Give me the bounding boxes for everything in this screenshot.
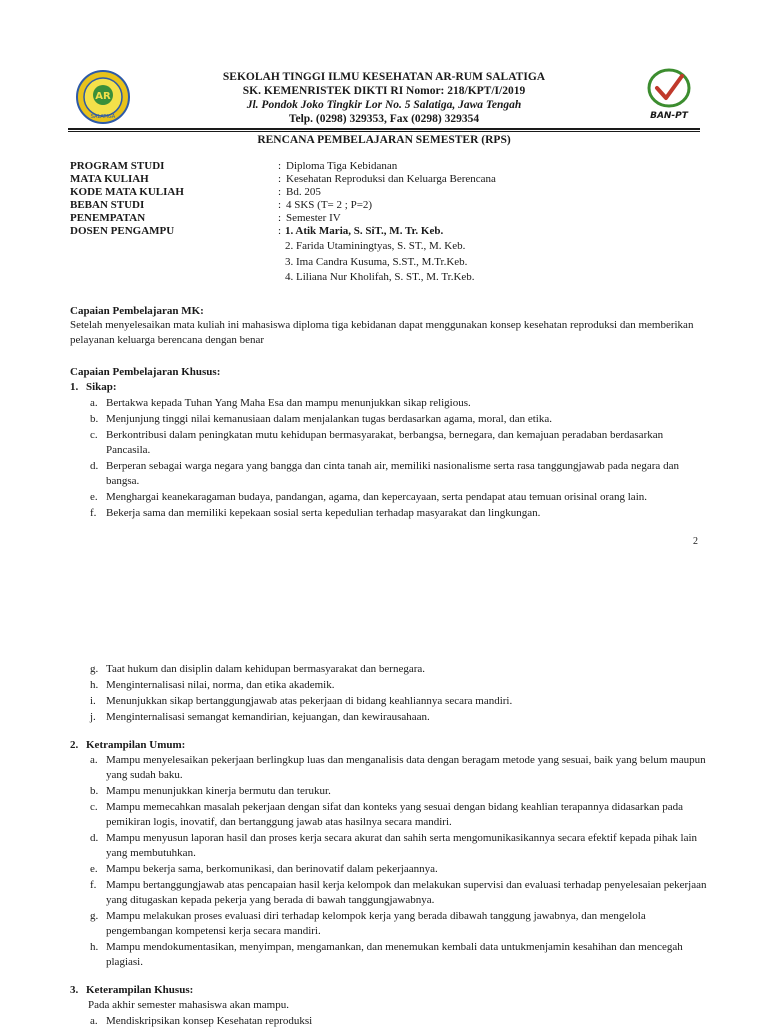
list-item-text: Mampu mendokumentasikan, menyimpan, mengamankan, dan menemukan kembali data untukmenjamin kesahihan dan mencegah plagiasi. (106, 941, 683, 968)
institution-header (0, 70, 768, 126)
sikap-title: Sikap: (86, 381, 117, 393)
page-number: 2 (693, 536, 698, 547)
list-item-text: Taat hukum dan disiplin dalam kehidupan bermasyarakat dan bernegara. (106, 663, 426, 675)
identity-key: PROGRAM STUDI (70, 160, 165, 172)
identity-key: KODE MATA KULIAH (70, 186, 184, 198)
list-item-letter: b. (90, 413, 99, 425)
list-item-letter: a. (90, 397, 98, 409)
list-item (0, 662, 768, 677)
identity-value: Bd. 205 (286, 186, 321, 198)
list-item-text: Mampu menunjukkan kinerja bermutu dan terukur. (106, 785, 331, 797)
identity-colon: : (278, 186, 282, 198)
identity-colon: : (278, 160, 282, 172)
cp-khusus-heading: Capaian Pembelajaran Khusus: (70, 366, 221, 378)
sikap-list-page-2 (0, 662, 768, 726)
list-item (0, 694, 768, 709)
header-line-4: Telp. (0298) 329353, Fax (0298) 329354 (288, 113, 480, 125)
keterampilan-khusus-list (0, 1014, 768, 1030)
ku-number: 2. (70, 739, 79, 751)
list-item-text: Menunjukkan sikap bertanggungjawab atas pekerjaan di bidang keahliannya secara mandiri. (106, 695, 513, 707)
list-item-text: Mampu bekerja sama, berkomunikasi, dan berinovatif dalam pekerjaannya. (106, 863, 438, 875)
document-title: RENCANA PEMBELAJARAN SEMESTER (RPS) (257, 134, 511, 146)
list-item-letter: f. (90, 879, 97, 891)
list-item-letter: j. (90, 711, 96, 723)
list-item (0, 862, 768, 877)
list-item (0, 800, 768, 830)
list-item-text: Mampu menyusun laporan hasil dan proses kerja secara akurat dan sahih serta mengomunikasikannya secara efektif kepada pihak lain yang membutuhkan. (106, 832, 698, 859)
identity-key: DOSEN PENGAMPU (70, 225, 175, 237)
list-item-letter: g. (90, 910, 99, 922)
list-item-letter: c. (90, 801, 98, 813)
list-item-letter: g. (90, 663, 99, 675)
list-item (0, 412, 768, 427)
list-item (0, 784, 768, 799)
list-item (0, 909, 768, 939)
list-item-letter: d. (90, 832, 99, 844)
list-item-text: Mampu melakukan proses evaluasi diri terhadap kelompok kerja yang berada dibawah tanggung jawabnya, dan mengelola pengembangan kompetensi kerja secara mandiri. (106, 910, 646, 937)
list-item (0, 490, 768, 505)
sikap-list-page-1 (0, 396, 768, 522)
list-item (0, 710, 768, 725)
list-item (0, 1014, 768, 1029)
identity-value: 4 SKS (T= 2 ; P=2) (286, 199, 373, 211)
list-item-text: Menghargai keanekaragaman budaya, pandangan, agama, dan kepercayaan, serta pendapat atau temuan orisinal orang lain. (106, 491, 647, 503)
kk-intro: Pada akhir semester mahasiswa akan mampu. (88, 999, 289, 1011)
lecturer-2: 2. Farida Utaminingtyas, S. ST., M. Keb. (285, 240, 466, 252)
lecturer-4: 4. Liliana Nur Kholifah, S. ST., M. Tr.Keb. (285, 271, 475, 283)
lecturer-1: 1. Atik Maria, S. SiT., M. Tr. Keb. (285, 225, 444, 237)
list-item-letter: c. (90, 429, 98, 441)
list-item-letter: d. (90, 460, 99, 472)
identity-value: Semester IV (286, 212, 341, 224)
header-line-1: SEKOLAH TINGGI ILMU KESEHATAN AR-RUM SALATIGA (222, 71, 546, 83)
page-gap (0, 560, 768, 648)
identity-key: BEBAN STUDI (70, 199, 145, 211)
header-rule-thin (68, 131, 700, 132)
header-rule (68, 128, 700, 130)
lecturer-3: 3. Ima Candra Kusuma, S.ST., M.Tr.Keb. (285, 256, 468, 268)
list-item-text: Mampu memecahkan masalah pekerjaan dengan sifat dan konteks yang sesuai dengan bidang keahlian terapannya didasarkan pada pemikiran logis, inovatif, dan bertanggung jawab atas hasilnya secara mandiri. (106, 801, 683, 828)
ketrampilan-umum-list (0, 753, 768, 971)
list-item-letter: i. (90, 695, 96, 707)
list-item-text: Menjunjung tinggi nilai kemanusiaan dalam menjalankan tugas berdasarkan agama, moral, dan etika. (106, 413, 552, 425)
identity-colon: : (278, 225, 282, 237)
identity-colon: : (278, 199, 282, 211)
svg-text:SALATIGA: SALATIGA (90, 114, 116, 120)
svg-text:BAN-PT: BAN-PT (650, 111, 688, 121)
list-item-letter: f. (90, 507, 97, 519)
list-item (0, 396, 768, 411)
sikap-number: 1. (70, 381, 79, 393)
list-item (0, 506, 768, 521)
list-item-text: Bertakwa kepada Tuhan Yang Maha Esa dan mampu menunjukkan sikap religious. (106, 397, 471, 409)
identity-key: PENEMPATAN (70, 212, 146, 224)
cp-mk-text: Setelah menyelesaikan mata kuliah ini mahasiswa diploma tiga kebidanan dapat menggunakan konsep kesehatan reproduksi dan memberikan pelayanan keluarga berencana dengan benar (70, 319, 694, 346)
header-line-2: SK. KEMENRISTEK DIKTI RI Nomor: 218/KPT/I/2019 (242, 85, 526, 97)
identity-colon: : (278, 173, 282, 185)
list-item-letter: a. (90, 754, 98, 766)
list-item-text: Menginternalisasi nilai, norma, dan etika akademik. (106, 679, 335, 691)
list-item (0, 878, 768, 908)
svg-text:AR: AR (95, 91, 111, 102)
list-item-text: Berperan sebagai warga negara yang bangga dan cinta tanah air, memiliki nasionalisme serta rasa tanggungjawab pada negara dan bangsa. (106, 460, 679, 487)
kk-number: 3. (70, 984, 79, 996)
page-2 (0, 648, 768, 1027)
list-item-text: Mampu menyelesaikan pekerjaan berlingkup luas dan menganalisis data dengan beragam metode yang sesuai, baik yang belum maupun yang sudah baku. (106, 754, 706, 781)
list-item-letter: h. (90, 679, 99, 691)
kk-title: Keterampilan Khusus: (86, 984, 194, 996)
list-item-letter: a. (90, 1015, 98, 1027)
list-item-text: Bekerja sama dan memiliki kepekaan sosial serta kepedulian terhadap masyarakat dan lingkungan. (106, 507, 541, 519)
list-item (0, 459, 768, 489)
identity-value: Kesehatan Reproduksi dan Keluarga Berencana (286, 173, 496, 185)
list-item-letter: b. (90, 785, 99, 797)
list-item-text: Mampu bertanggungjawab atas pencapaian hasil kerja kelompok dan melakukan supervisi dan evaluasi terhadap penyelesaian pekerjaan yang ditugaskan kepada pekerja yang berada di bawah tanggungjawabnya. (106, 879, 707, 906)
list-item (0, 678, 768, 693)
list-item (0, 940, 768, 970)
list-item-text: Mendiskripsikan konsep Kesehatan reproduksi (106, 1015, 313, 1027)
list-item-text: Menginternalisasi semangat kemandirian, kejuangan, dan kewirausahaan. (106, 711, 430, 723)
keterampilan-khusus-heading (70, 984, 193, 996)
sikap-heading (70, 381, 117, 393)
identity-value: Diploma Tiga Kebidanan (286, 160, 398, 172)
list-item-letter: h. (90, 941, 99, 953)
ku-title: Ketrampilan Umum: (86, 739, 186, 751)
list-item (0, 831, 768, 861)
ketrampilan-umum-heading (70, 739, 185, 751)
header-line-3: Jl. Pondok Joko Tingkir Lor No. 5 Salatiga, Jawa Tengah (246, 99, 522, 111)
list-item-text: Berkontribusi dalam peningkatan mutu kehidupan bermasyarakat, berbangsa, bernegara, dan kemajuan peradaban berdasarkan Pancasila. (106, 429, 664, 456)
identity-key: MATA KULIAH (70, 173, 149, 185)
list-item (0, 753, 768, 783)
list-item-letter: e. (90, 491, 98, 503)
cp-mk-heading: Capaian Pembelajaran MK: (70, 305, 204, 317)
list-item-letter: e. (90, 863, 98, 875)
identity-colon: : (278, 212, 282, 224)
list-item (0, 428, 768, 458)
